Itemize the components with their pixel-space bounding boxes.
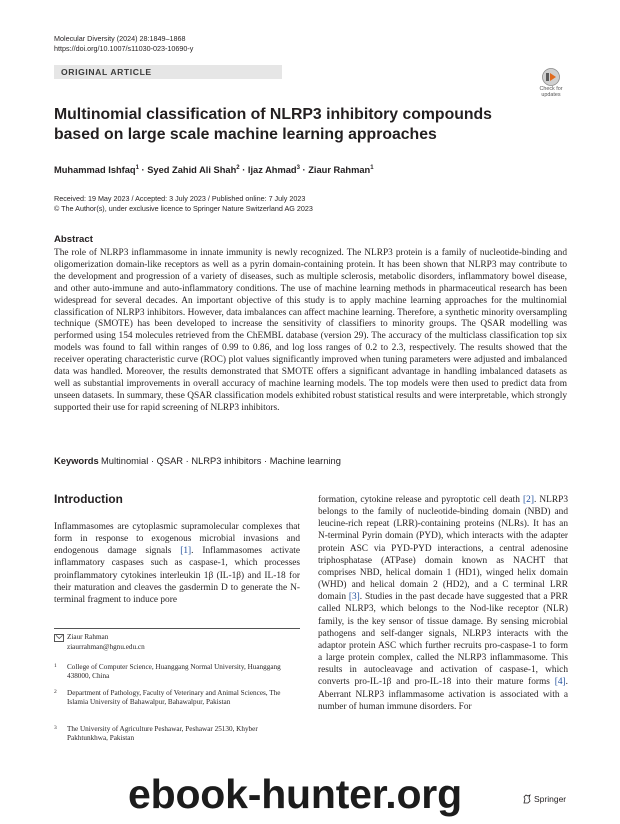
keywords-list: Multinomial · QSAR · NLRP3 inhibitors · Machine learning	[101, 456, 341, 466]
body-text: . NLRP3 belongs to the family of nucleotide-binding domain (NBD) and leucine-rich repeat (LRR)-containing proteins (NLRs). It has an N-terminal Pyrin domain (PYD), which interacts with the adapter protein ASC via PYD-PYD interactions, a central adenosine triphosphatase (ATPase) domain known as NACHT that comprises NBD, helical domain 1 (HD1), winged helix domain (WHD) and helical domain 2 (HD2), and a C terminal LRR domain	[318, 495, 568, 603]
corresponding-author-name: Ziaur Rahman	[67, 633, 109, 641]
body-text: formation, cytokine release and pyroptotic cell death	[318, 495, 524, 505]
doi-link[interactable]: https://doi.org/10.1007/s11030-023-10690-y	[54, 44, 194, 53]
author-list: Muhammad Ishfaq$^1$ · Syed Zahid Ali Shah$^2$ · Ijaz Ahmad$^3$ · Ziaur Rahman$^1$	[54, 165, 374, 176]
article-type-label: ORIGINAL ARTICLE	[61, 67, 152, 77]
corresponding-author-email[interactable]: ziaurrahman@hgnu.edu.cn	[67, 643, 145, 651]
author-affil-marker: 3	[296, 165, 300, 171]
citation-link[interactable]: [4]	[554, 677, 566, 688]
author-affil-marker: 2	[236, 165, 240, 171]
introduction-heading: Introduction	[54, 492, 123, 506]
envelope-icon	[54, 634, 64, 642]
springer-horse-icon	[522, 794, 532, 804]
check-updates-icon	[537, 68, 565, 86]
publisher-logo	[522, 794, 566, 804]
affiliation-number: 3	[54, 725, 57, 731]
footnote-divider	[54, 628, 300, 629]
affiliation-text: The University of Agriculture Peshawar, Peshawar 25130, Khyber Pakhtunkhwa, Pakistan	[67, 725, 258, 743]
author-affil-marker: 1	[370, 165, 374, 171]
body-text: . Aberrant NLRP3 inflammasome activation is associated with a number of human immune disorders. For	[318, 677, 568, 712]
affiliation-text: College of Computer Science, Huanggang Normal University, Huanggang 438000, China	[67, 663, 281, 681]
citation-link[interactable]: [3]	[348, 592, 360, 603]
abstract-heading: Abstract	[54, 234, 93, 245]
body-text: . Studies in the past decade have suggested that a PRR called NLRP3, which belongs to the Nod-like receptor (NLR) family, is the key sensor of tissue damage. By sensing microbial pathogens and self-danger signals, NLRP3 interacts with the adaptor protein ASC which further recruits pro-caspase-1 to form a large protein complex, called the NLRP3 inflammasome. This results in autocleavage and activation of caspase-1, which converts pro-IL-1β and pro-IL-18 into their mature forms	[318, 592, 568, 688]
abstract-text: The role of NLRP3 inflammasome in innate immunity is newly recognized. The NLRP3 protein is a family of nucleotide-binding and oligomerization domain-like receptors as well as a pyrin domain-containing protein. It has been shown that NLRP3 may contribute to the development and progression of a variety of diseases, such as multiple sclerosis, metabolic disorders, inflammatory bowel disease, and other auto-immune and auto-inflammatory conditions. The use of machine learning methods in pharmaceutical research has been widespread for several decades. An important objective of this study is to apply machine learning approaches for the multinomial classification of NLRP3 inhibitors. However, data imbalances can affect machine learning. Therefore, a synthetic minority oversampling technique (SMOTE) has been developed to increase the sensitivity of classifiers to minority groups. The QSAR modelling was performed using 154 molecules retrieved from the ChEMBL database (version 29). The accuracy of the multiclass classification top six models was found to fall within ranges of 0.99 to 0.86, and log loss ranges of 0.2 to 2.3, respectively. The results showed that the receiver operating characteristic curve (ROC) plot values significantly improved when tuning parameters were adjusted and imbalanced data was handled. Moreover, the results demonstrated that SMOTE offers a significant advantage in handling imbalanced datasets as well as substantial improvements in overall accuracy of machine learning models. The top models were then used to predict data from unseen datasets. In summary, these QSAR classification models exhibited robust statistical results and were interpretable, which strongly supported their use for rapid screening of NLRP3 inhibitors.	[54, 248, 567, 413]
citation-link[interactable]: [2]	[523, 495, 534, 505]
body-text: Inflammasomes are cytoplasmic supramolecular complexes that form in response to exogenous microbial invasions and endogenous damage signals	[54, 522, 300, 557]
author-name: Syed Zahid Ali Shah	[147, 165, 237, 176]
copyright-notice: © The Author(s), under exclusive licence to Springer Nature Switzerland AG 2023	[54, 204, 313, 213]
watermark: ebook-hunter.org	[128, 771, 462, 817]
affiliation-text: Department of Pathology, Faculty of Veterinary and Animal Sciences, The Islamia University of Bahawalpur, Bahawalpur, Pakistan	[67, 689, 281, 707]
citation-link[interactable]: [1]	[180, 546, 192, 557]
publication-dates: Received: 19 May 2023 / Accepted: 3 July 2023 / Published online: 7 July 2023	[54, 194, 306, 203]
author-name: Ziaur Rahman	[308, 165, 371, 176]
author-affil-marker: 1	[135, 165, 139, 171]
keywords	[54, 455, 341, 468]
affiliation-number: 2	[54, 689, 57, 695]
affiliation-number: 1	[54, 663, 57, 669]
journal-citation: Molecular Diversity (2024) 28:1849–1868	[54, 34, 186, 43]
introduction-paragraph-left	[54, 521, 300, 606]
check-updates-label: Check for updates	[539, 86, 563, 98]
keywords-label: Keywords	[54, 456, 99, 466]
author-name: Muhammad Ishfaq	[54, 165, 136, 176]
introduction-paragraph-right	[318, 494, 568, 713]
author-name: Ijaz Ahmad	[247, 165, 297, 176]
paper-title: Multinomial classification of NLRP3 inhibitory compounds based on large scale machine learning approaches	[54, 106, 492, 143]
body-text: . Inflammasomes activate inflammatory caspases such as caspase-1, which processes proinflammatory cytokines interleukin 1β (IL-1β) and IL-18 for their maturation and cleaves the gasdermin D to generate the N-terminal fragment to induce pore	[54, 546, 300, 605]
check-for-updates-badge[interactable]	[532, 68, 570, 98]
publisher-name: Springer	[534, 794, 567, 804]
